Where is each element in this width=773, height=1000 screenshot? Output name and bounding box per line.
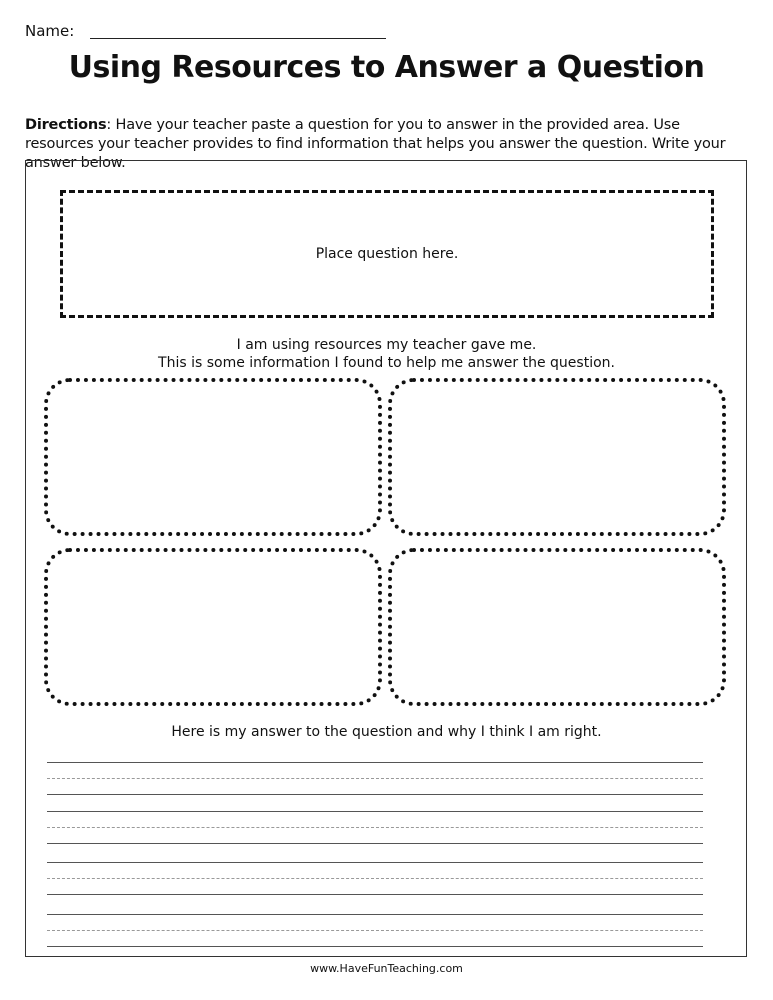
- resources-line-1: I am using resources my teacher gave me.: [236, 337, 537, 353]
- answer-line[interactable]: [47, 794, 703, 795]
- answer-guide-line: [47, 930, 703, 931]
- answer-prompt: Here is my answer to the question and why I think I am right.: [171, 724, 602, 740]
- directions-label: Directions: [25, 117, 107, 133]
- resources-line-2: This is some information I found to help me answer the question.: [158, 355, 615, 371]
- answer-line[interactable]: [47, 811, 703, 812]
- resources-instructions: [0, 336, 773, 372]
- name-label: Name:: [25, 22, 75, 40]
- answer-line[interactable]: [47, 843, 703, 844]
- page-title: Using Resources to Answer a Question: [68, 50, 705, 85]
- answer-guide-line: [47, 878, 703, 879]
- answer-line[interactable]: [47, 894, 703, 895]
- question-placeholder: Place question here.: [315, 246, 459, 262]
- answer-guide-line: [47, 778, 703, 779]
- answer-line[interactable]: [47, 946, 703, 947]
- info-box-bottom-right[interactable]: [388, 548, 726, 706]
- answer-line[interactable]: [47, 762, 703, 763]
- question-box[interactable]: [60, 190, 714, 318]
- answer-line[interactable]: [47, 862, 703, 863]
- info-box-top-right[interactable]: [388, 378, 726, 536]
- answer-line[interactable]: [47, 914, 703, 915]
- footer-website: www.HaveFunTeaching.com: [310, 962, 463, 975]
- info-box-bottom-left[interactable]: [44, 548, 382, 706]
- directions-text: : Have your teacher paste a question for you to answer in the provided area. Use resources your teacher provides to find information that helps you answer the question. Write your answer below.: [25, 117, 726, 171]
- info-box-top-left[interactable]: [44, 378, 382, 536]
- answer-guide-line: [47, 827, 703, 828]
- name-field-line[interactable]: [90, 38, 386, 39]
